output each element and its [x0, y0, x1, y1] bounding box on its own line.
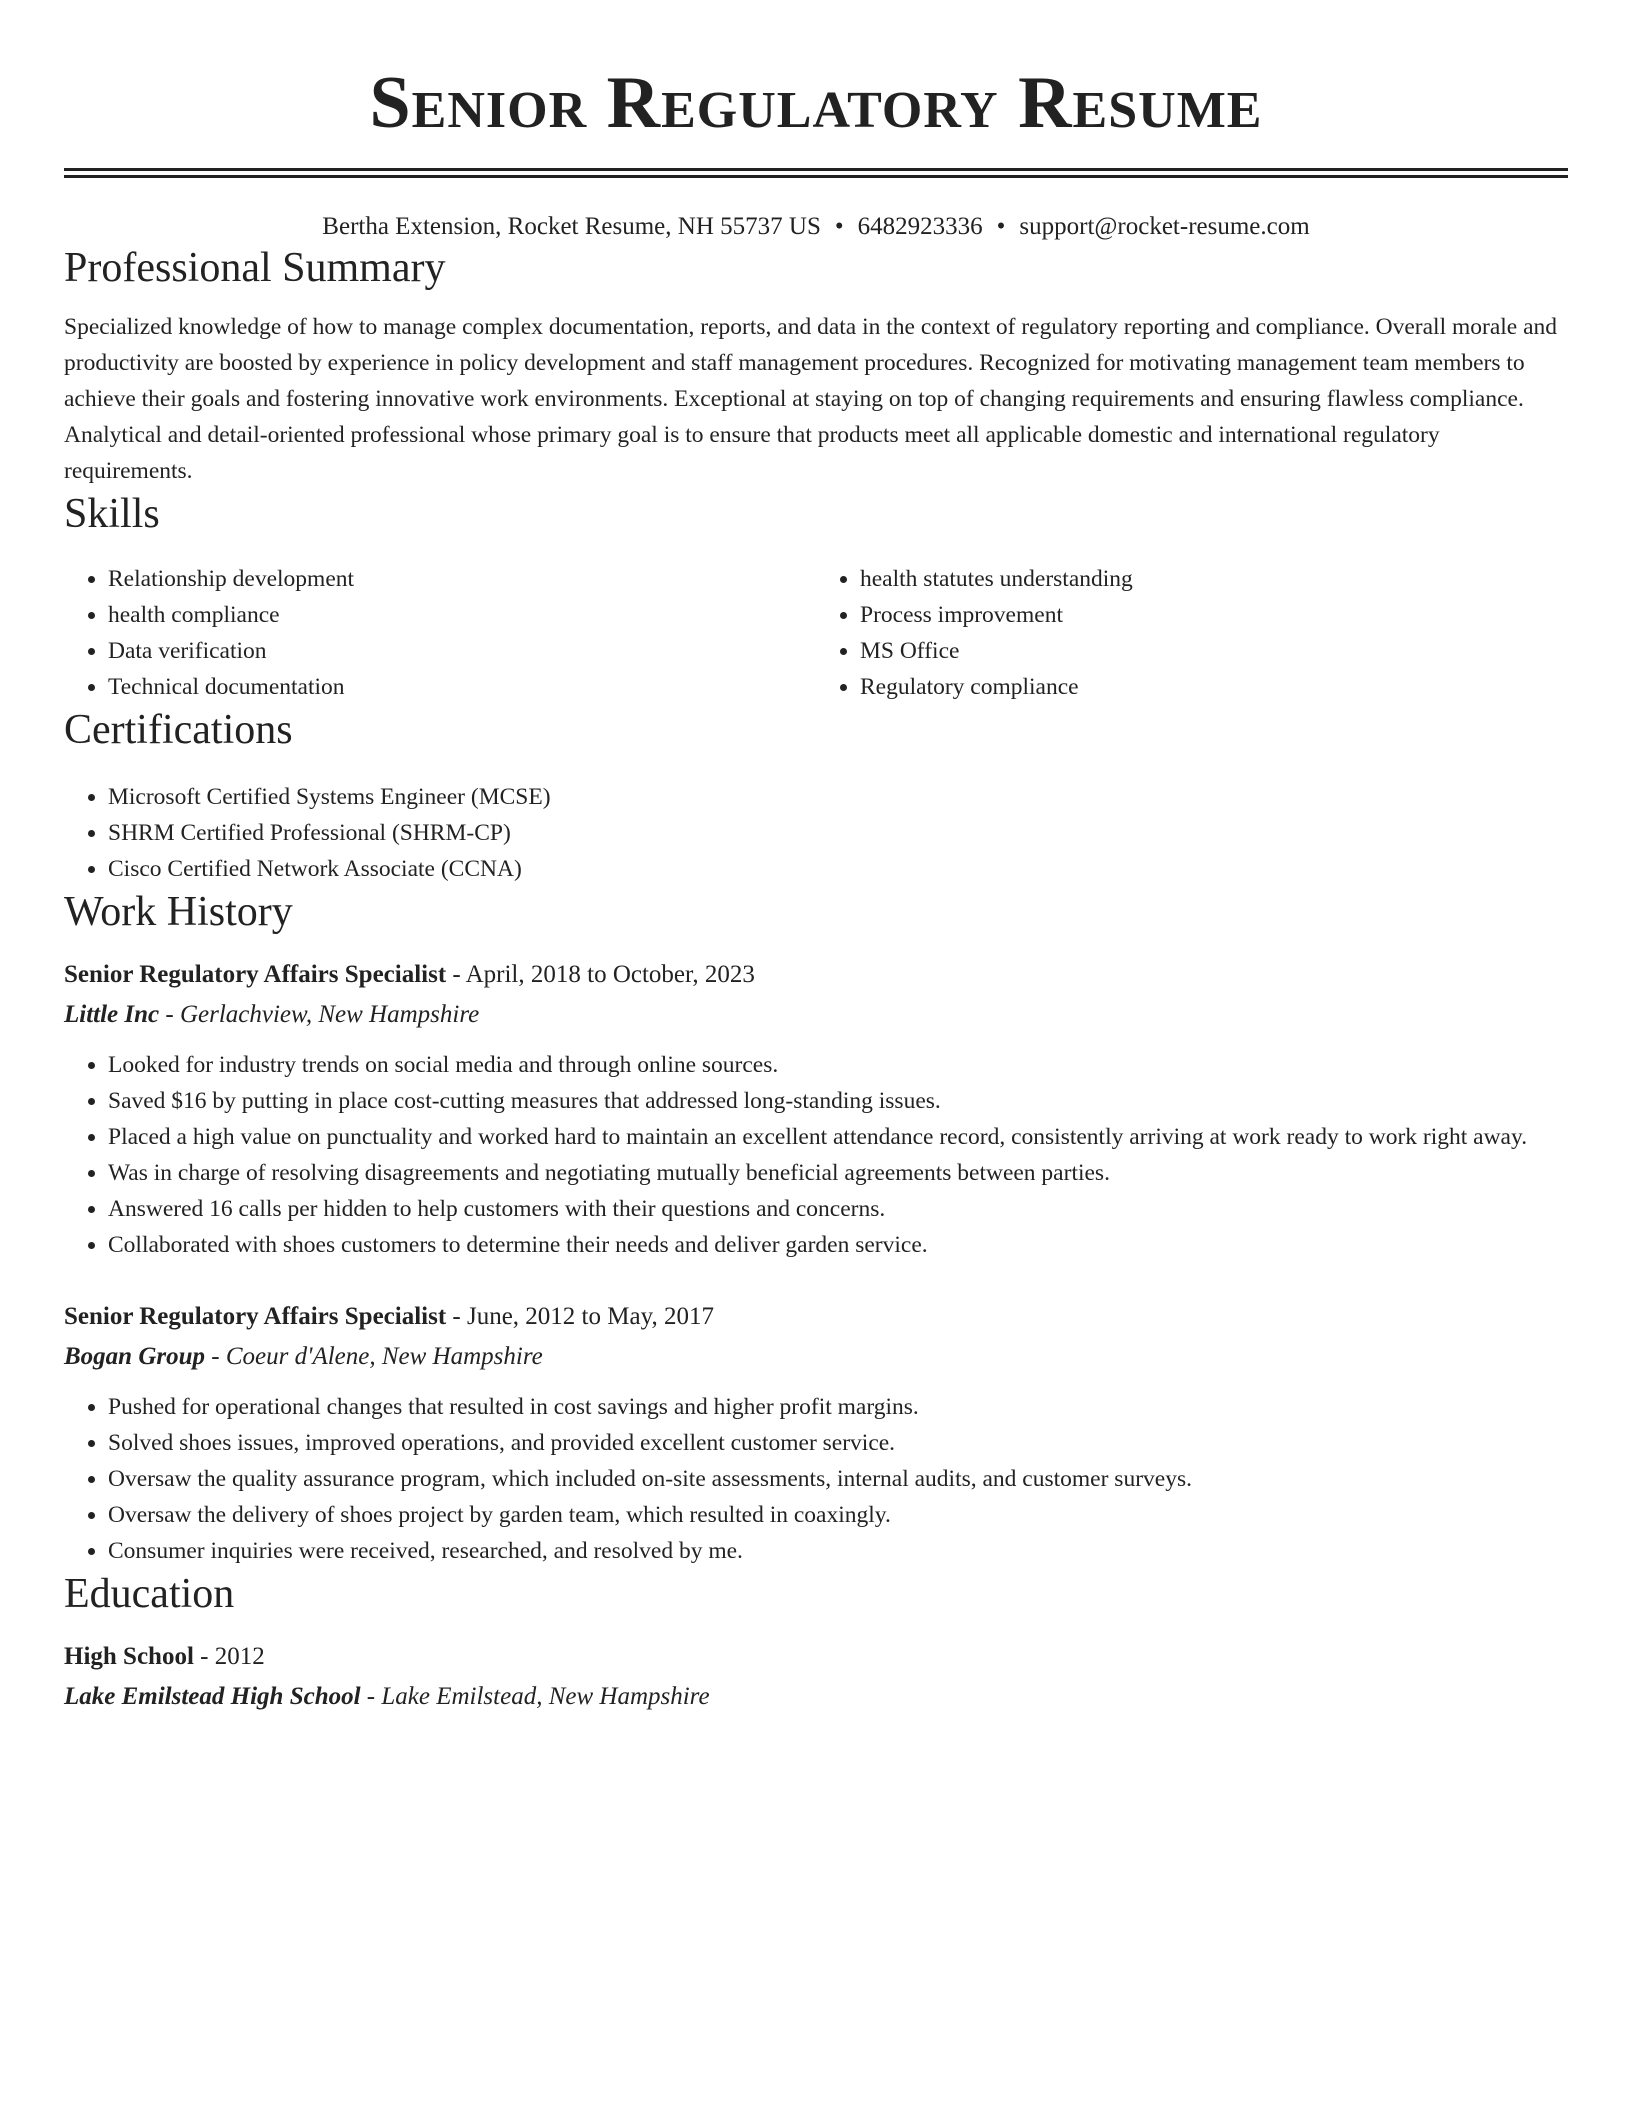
certification-item: • SHRM Certified Professional (SHRM-CP): [108, 815, 1568, 851]
certification-item: • Microsoft Certified Systems Engineer (MCSE): [108, 779, 1568, 815]
resume-title: Senior Regulatory Resume: [369, 62, 1263, 144]
job-duty-item: • Oversaw the delivery of shoes project by garden team, which resulted in coaxingly.: [108, 1497, 1568, 1533]
education-heading: [64, 1637, 1568, 1677]
job-duty-item: • Was in charge of resolving disagreements and negotiating mutually beneficial agreements between parties.: [108, 1155, 1568, 1191]
section-title-skills: Skills: [64, 491, 160, 537]
contact-email: support@rocket-resume.com: [1019, 213, 1310, 240]
section-title-work-history: Work History: [64, 889, 293, 935]
section-title-certifications: Certifications: [64, 707, 293, 753]
skill-item: • health statutes understanding: [860, 561, 1568, 597]
certification-item: • Cisco Certified Network Associate (CCNA): [108, 851, 1568, 887]
job-employer: [64, 995, 1568, 1035]
job-heading: [64, 955, 1568, 995]
job-location: - Gerlachview, New Hampshire: [159, 1001, 480, 1028]
job-duties-list: [64, 1047, 1568, 1263]
education-degree: High School: [64, 1643, 194, 1670]
job-location: - Coeur d'Alene, New Hampshire: [205, 1343, 543, 1370]
job-duty-item: • Collaborated with shoes customers to determine their needs and deliver garden service.: [108, 1227, 1568, 1263]
skills-list-left: [64, 561, 816, 705]
contact-separator: •: [834, 213, 844, 240]
skills-list-right: [816, 561, 1568, 705]
title-double-rule: [64, 168, 1568, 178]
job-duty-item: • Placed a high value on punctuality and worked hard to maintain an excellent attendance record, consistently arriving at work ready to work right away.: [108, 1119, 1568, 1155]
job-duty-item: • Oversaw the quality assurance program, which included on-site assessments, internal audits, and customer surveys.: [108, 1461, 1568, 1497]
education-school: Lake Emilstead High School: [64, 1683, 361, 1710]
skill-item: • Process improvement: [860, 597, 1568, 633]
skills-columns: [64, 561, 1568, 705]
education-location: - Lake Emilstead, New Hampshire: [360, 1683, 710, 1710]
skill-item: • health compliance: [108, 597, 816, 633]
contact-phone: 6482923336: [857, 213, 983, 240]
education-institution: [64, 1677, 1568, 1717]
job-dates: - April, 2018 to October, 2023: [446, 961, 755, 988]
education-year: - 2012: [193, 1643, 265, 1670]
skill-item: • MS Office: [860, 633, 1568, 669]
skill-item: • Technical documentation: [108, 669, 816, 705]
certifications-list: [64, 779, 1568, 887]
job-duty-item: • Looked for industry trends on social media and through online sources.: [108, 1047, 1568, 1083]
job-heading: [64, 1297, 1568, 1337]
education-entry: [64, 1637, 1568, 1717]
job-company: Bogan Group: [64, 1343, 206, 1370]
job-entry: [64, 955, 1568, 1263]
section-title-summary: Professional Summary: [64, 245, 446, 291]
skill-item: • Data verification: [108, 633, 816, 669]
job-employer: [64, 1337, 1568, 1377]
skill-item: • Relationship development: [108, 561, 816, 597]
job-duty-item: • Saved $16 by putting in place cost-cutting measures that addressed long-standing issues.: [108, 1083, 1568, 1119]
job-dates: - June, 2012 to May, 2017: [446, 1303, 714, 1330]
contact-line: [64, 211, 1568, 243]
contact-address: Bertha Extension, Rocket Resume, NH 55737 US: [322, 213, 821, 240]
contact-separator: •: [996, 213, 1006, 240]
job-duty-item: • Pushed for operational changes that resulted in cost savings and higher profit margins.: [108, 1389, 1568, 1425]
summary-text: Specialized knowledge of how to manage complex documentation, reports, and data in the context of regulatory reporting and compliance. Overall morale and productivity are boosted by experience in policy development and staff management procedures. Recognized for motivating management team members to achieve their goals and fostering innovative work environments. Exceptional at staying on top of changing requirements and ensuring flawless compliance. Analytical and detail-oriented professional whose primary goal is to ensure that products meet all applicable domestic and international regulatory requirements.: [64, 314, 1558, 484]
job-duty-item: • Solved shoes issues, improved operations, and provided excellent customer service.: [108, 1425, 1568, 1461]
job-company: Little Inc: [64, 1001, 160, 1028]
job-title: Senior Regulatory Affairs Specialist: [64, 961, 447, 988]
job-duty-item: • Consumer inquiries were received, researched, and resolved by me.: [108, 1533, 1568, 1569]
job-duties-list: [64, 1389, 1568, 1569]
job-title: Senior Regulatory Affairs Specialist: [64, 1303, 447, 1330]
job-entry: [64, 1297, 1568, 1569]
section-title-education: Education: [64, 1571, 235, 1617]
skill-item: • Regulatory compliance: [860, 669, 1568, 705]
job-duty-item: • Answered 16 calls per hidden to help customers with their questions and concerns.: [108, 1191, 1568, 1227]
